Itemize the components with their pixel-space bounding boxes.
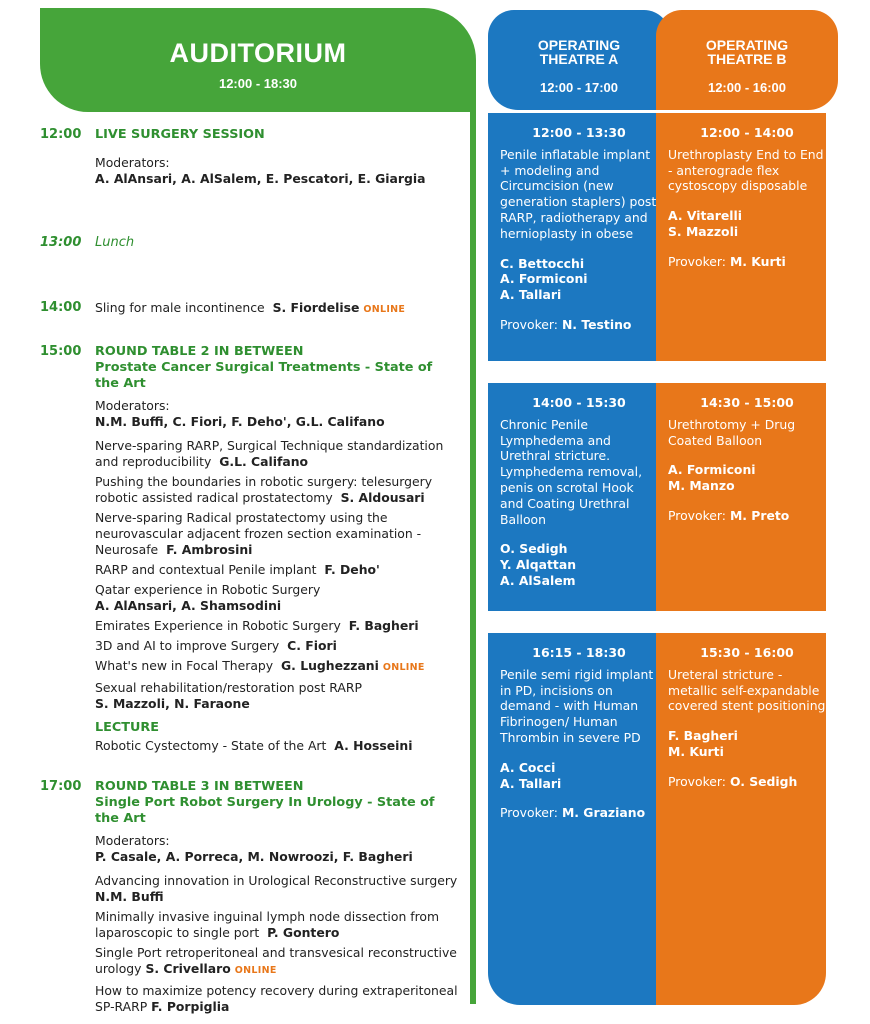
- talk-item: What's new in Focal Therapy G. Lughezzani ONLINE: [95, 658, 425, 673]
- speaker: A. AlSalem: [500, 572, 576, 588]
- block-time: 14:00 - 15:30: [532, 395, 626, 410]
- block-description: Chronic Penile Lymphedema and Urethral stricture. Lymphedema removal, penis on scrotal Hook and Coating Urethral Balloon: [500, 416, 643, 527]
- theatre-b-block-1: [656, 113, 826, 361]
- speaker: M. Kurti: [668, 743, 724, 759]
- talk-item: RARP and contextual Penile implant F. Deho': [95, 562, 380, 577]
- talk-item: Nerve-sparing RARP, Surgical Technique standardization and reproducibility G.L. Califano: [95, 438, 444, 469]
- speaker: A. Tallari: [500, 775, 562, 791]
- theatre-b-block-3: [656, 633, 826, 1005]
- session-title: ROUND TABLE 2 IN BETWEEN: [95, 344, 304, 359]
- theatre-b-header: [656, 10, 838, 110]
- talk-item: Robotic Cystectomy - State of the Art A. Hosseini: [95, 738, 413, 753]
- speaker: S. Fiordelise: [272, 300, 360, 315]
- session-time: 17:00: [40, 779, 82, 794]
- theatre-b-title: OPERATING THEATRE B: [705, 37, 789, 67]
- session-title: LIVE SURGERY SESSION: [95, 127, 265, 142]
- talk-item: Emirates Experience in Robotic Surgery F. Bagheri: [95, 618, 419, 633]
- theatre-a-block-3: [488, 633, 658, 1005]
- theatre-b-block-2: [656, 383, 826, 611]
- block-time: 16:15 - 18:30: [532, 645, 626, 660]
- moderators: P. Casale, A. Porreca, M. Nowroozi, F. Bagheri: [95, 849, 413, 864]
- session-time: 14:00: [40, 300, 82, 315]
- block-description: Ureteral stricture - metallic self-expandable covered stent positioning: [668, 666, 826, 714]
- talk-item: 3D and AI to improve Surgery C. Fiori: [95, 638, 337, 653]
- speaker: A. Formiconi: [668, 462, 756, 478]
- talk-item: Advancing innovation in Urological Reconstructive surgery N.M. Buffi: [95, 873, 458, 904]
- session-subtitle: Single Port Robot Surgery In Urology - State of the Art: [95, 795, 435, 826]
- block-description: Urethroplasty End to End - anterograde flex cystoscopy disposable: [668, 146, 824, 194]
- online-badge: ONLINE: [363, 304, 406, 315]
- speaker: A. Tallari: [500, 287, 562, 303]
- auditorium-divider: [470, 112, 476, 1004]
- talk-item: How to maximize potency recovery during extraperitoneal SP-RARP F. Porpiglia: [95, 983, 458, 1014]
- session-sling: [40, 300, 460, 318]
- speaker: A. Formiconi: [500, 271, 588, 287]
- session-time: 13:00: [40, 235, 82, 250]
- session-lecture: [40, 720, 460, 754]
- theatre-a-time: 12:00 - 17:00: [539, 80, 619, 95]
- session-title: ROUND TABLE 3 IN BETWEEN: [95, 779, 304, 794]
- session-lunch: [40, 235, 460, 251]
- theatre-a-block-2: [488, 383, 658, 611]
- session-live-surgery: [40, 127, 460, 187]
- session-title: Lunch: [95, 235, 135, 250]
- session-time: 15:00: [40, 344, 82, 359]
- speaker: F. Bagheri: [668, 728, 738, 744]
- speaker: Y. Alqattan: [500, 557, 577, 573]
- block-time: 15:30 - 16:00: [700, 645, 794, 660]
- provoker: Provoker: N. Testino: [500, 316, 632, 332]
- talk-title: Sling for male incontinence: [95, 300, 265, 315]
- speaker: O. Sedigh: [500, 541, 568, 557]
- speaker: C. Bettocchi: [500, 255, 585, 271]
- session-time: 12:00: [40, 127, 82, 142]
- auditorium-time: 12:00 - 18:30: [218, 76, 298, 91]
- session-round-table-3: [40, 779, 460, 1019]
- moderators: N.M. Buffi, C. Fiori, F. Deho', G.L. Califano: [95, 414, 385, 429]
- provoker: Provoker: M. Graziano: [500, 805, 646, 821]
- moderators: A. AlAnsari, A. AlSalem, E. Pescatori, E. Giargia: [95, 171, 426, 186]
- block-description: Penile semi rigid implant in PD, incisions on demand - with Human Fibrinogen/ Human Thrombin in severe PD: [500, 666, 654, 745]
- talk-item: Qatar experience in Robotic Surgery A. AlAnsari, A. Shamsodini: [95, 582, 321, 613]
- speaker: M. Manzo: [668, 478, 735, 494]
- provoker: Provoker: M. Kurti: [668, 253, 786, 269]
- talk-item: Sexual rehabilitation/restoration post RARP S. Mazzoli, N. Faraone: [95, 680, 362, 711]
- talk-item: Pushing the boundaries in robotic surgery: telesurgery robotic assisted radical prostatectomy S. Aldousari: [95, 474, 433, 505]
- block-description: Urethrotomy + Drug Coated Balloon: [668, 416, 796, 448]
- talk-item: Minimally invasive inguinal lymph node dissection from laparoscopic to single port P. Gontero: [95, 909, 440, 940]
- online-badge: ONLINE: [234, 965, 277, 976]
- theatre-a-block-1: [488, 113, 658, 361]
- block-description: Penile inflatable implant + modeling and Circumcision (new generation staplers) post RARP, radiotherapy and hernioplasty in obese: [500, 146, 657, 241]
- moderators-label: Moderators:: [95, 398, 170, 413]
- talk-item: Single Port retroperitoneal and transvesical reconstructive urology S. Crivellaro ONLINE: [95, 945, 457, 976]
- speaker: A. Vitarelli: [668, 208, 742, 224]
- speaker: S. Mazzoli: [668, 223, 739, 239]
- theatre-a-header: [488, 10, 670, 110]
- block-time: 12:00 - 13:30: [532, 125, 626, 140]
- theatre-a-title: OPERATING THEATRE A: [537, 37, 621, 67]
- speaker: A. Cocci: [500, 759, 556, 775]
- session-title: LECTURE: [95, 720, 160, 735]
- talk-item: Nerve-sparing Radical prostatectomy using the neurovascular adjacent frozen section examination - Neurosafe F. Ambrosini: [95, 510, 422, 557]
- provoker: Provoker: O. Sedigh: [668, 773, 798, 789]
- block-time: 14:30 - 15:00: [700, 395, 794, 410]
- provoker: Provoker: M. Preto: [668, 507, 790, 523]
- session-round-table-2: [40, 344, 460, 716]
- moderators-label: Moderators:: [95, 155, 170, 170]
- online-badge: ONLINE: [382, 662, 425, 673]
- auditorium-header: [40, 8, 476, 112]
- auditorium-title: AUDITORIUM: [169, 38, 347, 68]
- moderators-label: Moderators:: [95, 833, 170, 848]
- block-time: 12:00 - 14:00: [700, 125, 794, 140]
- session-subtitle: Prostate Cancer Surgical Treatments - State of the Art: [95, 360, 433, 391]
- theatre-b-time: 12:00 - 16:00: [707, 80, 787, 95]
